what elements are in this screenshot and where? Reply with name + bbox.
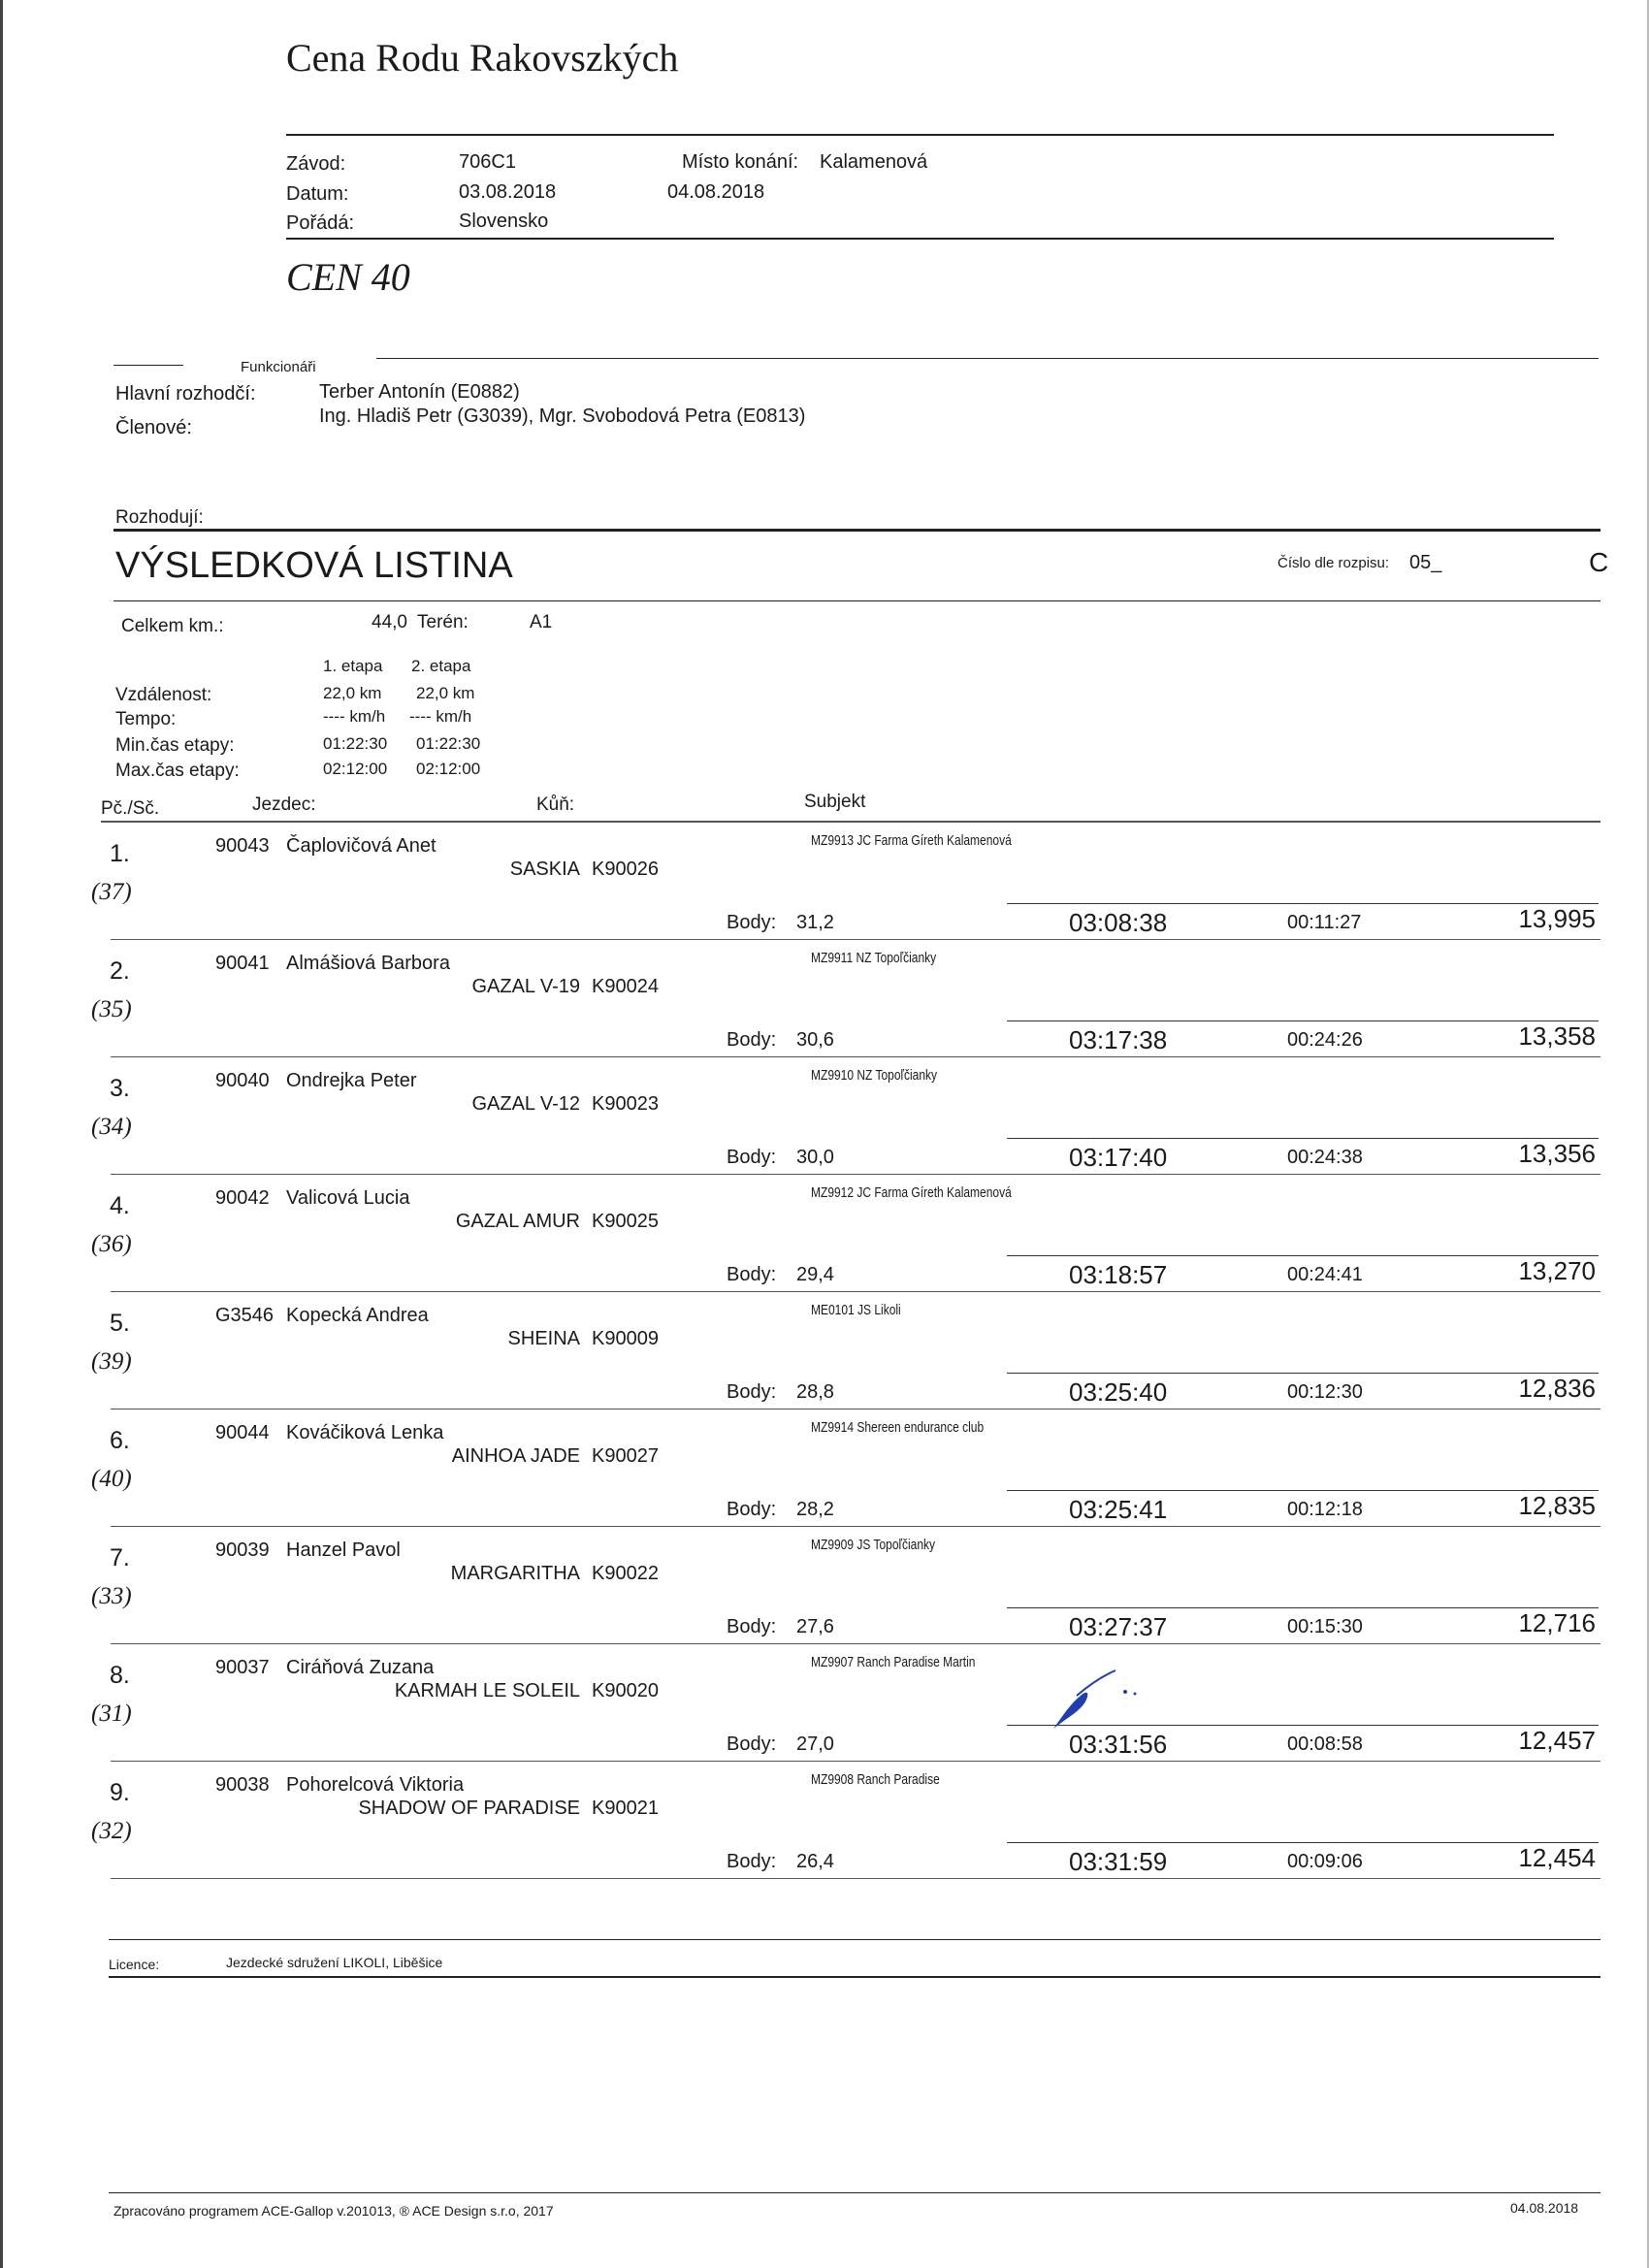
porada-label: Pořádá: [286,212,355,234]
rank-start-number: (34) [91,1114,132,1140]
celkem-value: 44,0 [372,612,407,632]
row-separator [111,939,1600,940]
subject-name: MZ9907 Ranch Paradise Martin [811,1654,976,1670]
stage1-header: 1. etapa [323,657,383,675]
time-rule [1007,1842,1599,1843]
time-rule [1007,1373,1599,1374]
score-value: 13,995 [1518,904,1596,933]
horse-id: K90009 [592,1328,659,1349]
horse-name: SASKIA [509,859,580,880]
body-value: 28,8 [796,1381,834,1403]
score-value: 13,270 [1518,1256,1596,1285]
horse-name: GAZAL V-12 [471,1093,580,1115]
officials-rule-right [376,358,1599,359]
subject-name: MZ9914 Shereen endurance club [811,1419,985,1436]
stage-row-s1: 02:12:00 [323,760,388,778]
misto-label: Místo konání: [682,151,799,173]
signature-mark [1048,1667,1164,1736]
finish-time: 03:25:40 [1069,1377,1168,1407]
rank-number: 9. [110,1779,130,1806]
rider-id: 90039 [215,1539,270,1561]
score-value: 12,716 [1518,1608,1596,1637]
stage-row-s1: 01:22:30 [323,734,388,753]
stage-row-s2: ---- km/h [409,707,472,726]
porada-value: Slovensko [459,211,549,232]
rank-start-number: (33) [91,1583,132,1609]
rank-number: 4. [110,1192,130,1219]
body-label: Body: [727,1616,777,1637]
stage-row-s2: 01:22:30 [416,734,481,753]
horse-id: K90022 [592,1563,659,1584]
rider-name: Hanzel Pavol [286,1539,401,1561]
time-difference: 00:09:06 [1287,1851,1363,1872]
horse-name: MARGARITHA [450,1563,580,1584]
members-label: Členové: [115,417,192,438]
score-value: 12,836 [1518,1374,1596,1403]
rider-id: 90040 [215,1070,270,1091]
row-separator [111,1526,1600,1527]
document-title: Cena Rodu Rakovszkých [286,36,679,80]
rank-number: 5. [110,1310,130,1337]
rider-id: G3546 [215,1305,275,1326]
category-label: CEN 40 [286,255,410,299]
body-label: Body: [727,1264,777,1285]
rider-name: Ciráňová Zuzana [286,1657,435,1678]
horse-name: SHADOW OF PARADISE [358,1798,580,1819]
results-rule-bottom [113,600,1600,601]
horse-id: K90025 [592,1211,659,1232]
time-difference: 00:12:18 [1287,1499,1363,1520]
time-rule [1007,1255,1599,1256]
col-header-horse: Kůň: [536,794,575,815]
zavod-value: 706C1 [459,151,516,173]
subject-name: MZ9908 Ranch Paradise [811,1771,940,1788]
horse-id: K90020 [592,1680,659,1701]
stage-row-label: Min.čas etapy: [115,735,235,756]
stage-row-label: Tempo: [115,709,177,729]
row-separator [111,1643,1600,1644]
time-difference: 00:24:26 [1287,1029,1363,1051]
score-value: 13,356 [1518,1139,1596,1168]
subject-name: MZ9911 NZ Topoľčianky [811,950,937,966]
body-label: Body: [727,1029,777,1051]
rider-id: 90041 [215,953,270,974]
stage-row-s2: 22,0 km [416,684,475,702]
datum-value-end: 04.08.2018 [667,181,765,203]
rank-start-number: (39) [91,1348,132,1375]
teren-value: A1 [530,612,553,632]
stage-row-s2: 02:12:00 [416,760,481,778]
rank-start-number: (35) [91,996,132,1022]
horse-name: GAZAL V-19 [471,976,580,997]
row-separator [111,1174,1600,1175]
row-separator [111,1761,1600,1762]
footer-date: 04.08.2018 [1510,2200,1579,2216]
rider-name: Kopecká Andrea [286,1305,429,1326]
body-value: 30,6 [796,1029,834,1051]
rank-number: 3. [110,1075,130,1102]
col-header-rider: Jezdec: [252,794,316,815]
rank-start-number: (37) [91,879,132,905]
teren-label: Terén: [417,612,469,632]
body-label: Body: [727,1147,777,1168]
score-value: 13,358 [1518,1021,1596,1051]
scan-edge-left [0,0,3,2268]
score-value: 12,457 [1518,1726,1596,1755]
licence-value: Jezdecké sdružení LIKOLI, Liběšice [226,1955,443,1970]
celkem-label: Celkem km.: [121,616,224,636]
zavod-label: Závod: [286,153,346,175]
rider-name: Pohorelcová Viktoria [286,1774,465,1796]
horse-name: SHEINA [507,1328,580,1349]
members-value: Ing. Hladiš Petr (G3039), Mgr. Svobodová Petra (E0813) [319,405,806,427]
stage-row-s1: 22,0 km [323,684,382,702]
row-separator [111,1878,1600,1879]
footer-processed-by: Zpracováno programem ACE-Gallop v.201013, ® ACE Design s.r.o, 2017 [113,2203,554,2219]
horse-id: K90027 [592,1445,659,1467]
rider-id: 90042 [215,1187,270,1209]
rank-number: 1. [110,840,130,867]
time-rule [1007,903,1599,904]
rider-name: Valicová Lucia [286,1187,410,1209]
subject-name: MZ9910 NZ Topoľčianky [811,1067,938,1084]
score-value: 12,454 [1518,1843,1596,1872]
time-difference: 00:24:38 [1287,1147,1363,1168]
chief-judge-label: Hlavní rozhodčí: [115,383,256,405]
finish-time: 03:27:37 [1069,1612,1168,1641]
header-rule-top [286,134,1554,136]
rank-number: 6. [110,1427,130,1454]
horse-id: K90021 [592,1798,659,1819]
cislo-value: 05_ [1409,552,1442,573]
rider-id: 90038 [215,1774,270,1796]
body-label: Body: [727,1733,777,1755]
horse-name: KARMAH LE SOLEIL [394,1680,580,1701]
licence-rule-bottom [109,1976,1600,1978]
body-label: Body: [727,1381,777,1403]
finish-time: 03:31:59 [1069,1847,1168,1876]
time-rule [1007,1138,1599,1139]
rank-start-number: (36) [91,1231,132,1257]
time-rule [1007,1607,1599,1608]
header-rule-bottom [286,238,1554,240]
body-value: 27,6 [796,1616,834,1637]
rider-name: Ondrejka Peter [286,1070,417,1091]
body-value: 28,2 [796,1499,834,1520]
rank-start-number: (40) [91,1466,132,1492]
body-value: 30,0 [796,1147,834,1168]
time-difference: 00:15:30 [1287,1616,1363,1637]
subject-name: MZ9913 JC Farma Gíreth Kalamenová [811,832,1012,849]
officials-section-label: Funkcionáři [241,359,316,375]
results-title: VÝSLEDKOVÁ LISTINA [115,545,513,586]
score-value: 12,835 [1518,1491,1596,1520]
datum-label: Datum: [286,183,349,205]
stage-row-s1: ---- km/h [323,707,386,726]
finish-time: 03:25:41 [1069,1495,1168,1524]
datum-value: 03.08.2018 [459,181,557,203]
officials-rule-left [113,365,183,366]
horse-name: AINHOA JADE [451,1445,580,1467]
rank-number: 7. [110,1544,130,1571]
time-difference: 00:24:41 [1287,1264,1363,1285]
finish-time: 03:17:40 [1069,1143,1168,1172]
row-separator [111,1056,1600,1057]
body-value: 27,0 [796,1733,834,1755]
body-label: Body: [727,1499,777,1520]
horse-id: K90024 [592,976,659,997]
row-separator [111,1291,1600,1292]
deciding-label: Rozhodují: [115,507,204,528]
time-difference: 00:12:30 [1287,1381,1363,1403]
results-rule-top [113,529,1600,532]
rank-number: 2. [110,957,130,985]
time-rule [1007,1490,1599,1491]
chief-judge-value: Terber Antonín (E0882) [319,381,520,403]
rider-id: 90043 [215,835,270,857]
time-difference: 00:08:58 [1287,1733,1363,1755]
footer-rule [109,2192,1600,2193]
body-value: 31,2 [796,912,834,933]
subject-name: ME0101 JS Likoli [811,1302,901,1318]
horse-id: K90023 [592,1093,659,1115]
rider-id: 90037 [215,1657,270,1678]
subject-name: MZ9912 JC Farma Gíreth Kalamenová [811,1184,1012,1201]
stage2-header: 2. etapa [411,657,471,675]
cislo-extra: C [1589,547,1609,577]
body-value: 29,4 [796,1264,834,1285]
rank-number: 8. [110,1662,130,1689]
licence-rule-top [109,1939,1600,1940]
misto-value: Kalamenová [820,151,928,173]
col-header-subject: Subjekt [804,792,866,812]
horse-id: K90026 [592,859,659,880]
stage-row-label: Vzdálenost: [115,685,212,705]
finish-time: 03:08:38 [1069,908,1168,937]
subject-name: MZ9909 JS Topoľčianky [811,1537,936,1553]
horse-name: GAZAL AMUR [455,1211,580,1232]
finish-time: 03:17:38 [1069,1025,1168,1054]
body-label: Body: [727,912,777,933]
table-header-rule [101,821,1600,823]
finish-time: 03:18:57 [1069,1260,1168,1289]
stage-row-label: Max.čas etapy: [115,761,240,781]
rank-start-number: (31) [91,1701,132,1727]
body-label: Body: [727,1851,777,1872]
licence-label: Licence: [109,1957,160,1972]
rider-name: Kováčiková Lenka [286,1422,444,1443]
rider-id: 90044 [215,1422,270,1443]
rank-start-number: (32) [91,1818,132,1844]
finish-time: 03:31:56 [1069,1730,1168,1759]
col-header-rank: Pč./Sč. [101,798,160,819]
body-value: 26,4 [796,1851,834,1872]
cislo-label: Číslo dle rozpisu: [1277,555,1390,571]
rider-name: Čaplovičová Anet [286,835,436,857]
time-difference: 00:11:27 [1287,912,1362,933]
rider-name: Almášiová Barbora [286,953,450,974]
